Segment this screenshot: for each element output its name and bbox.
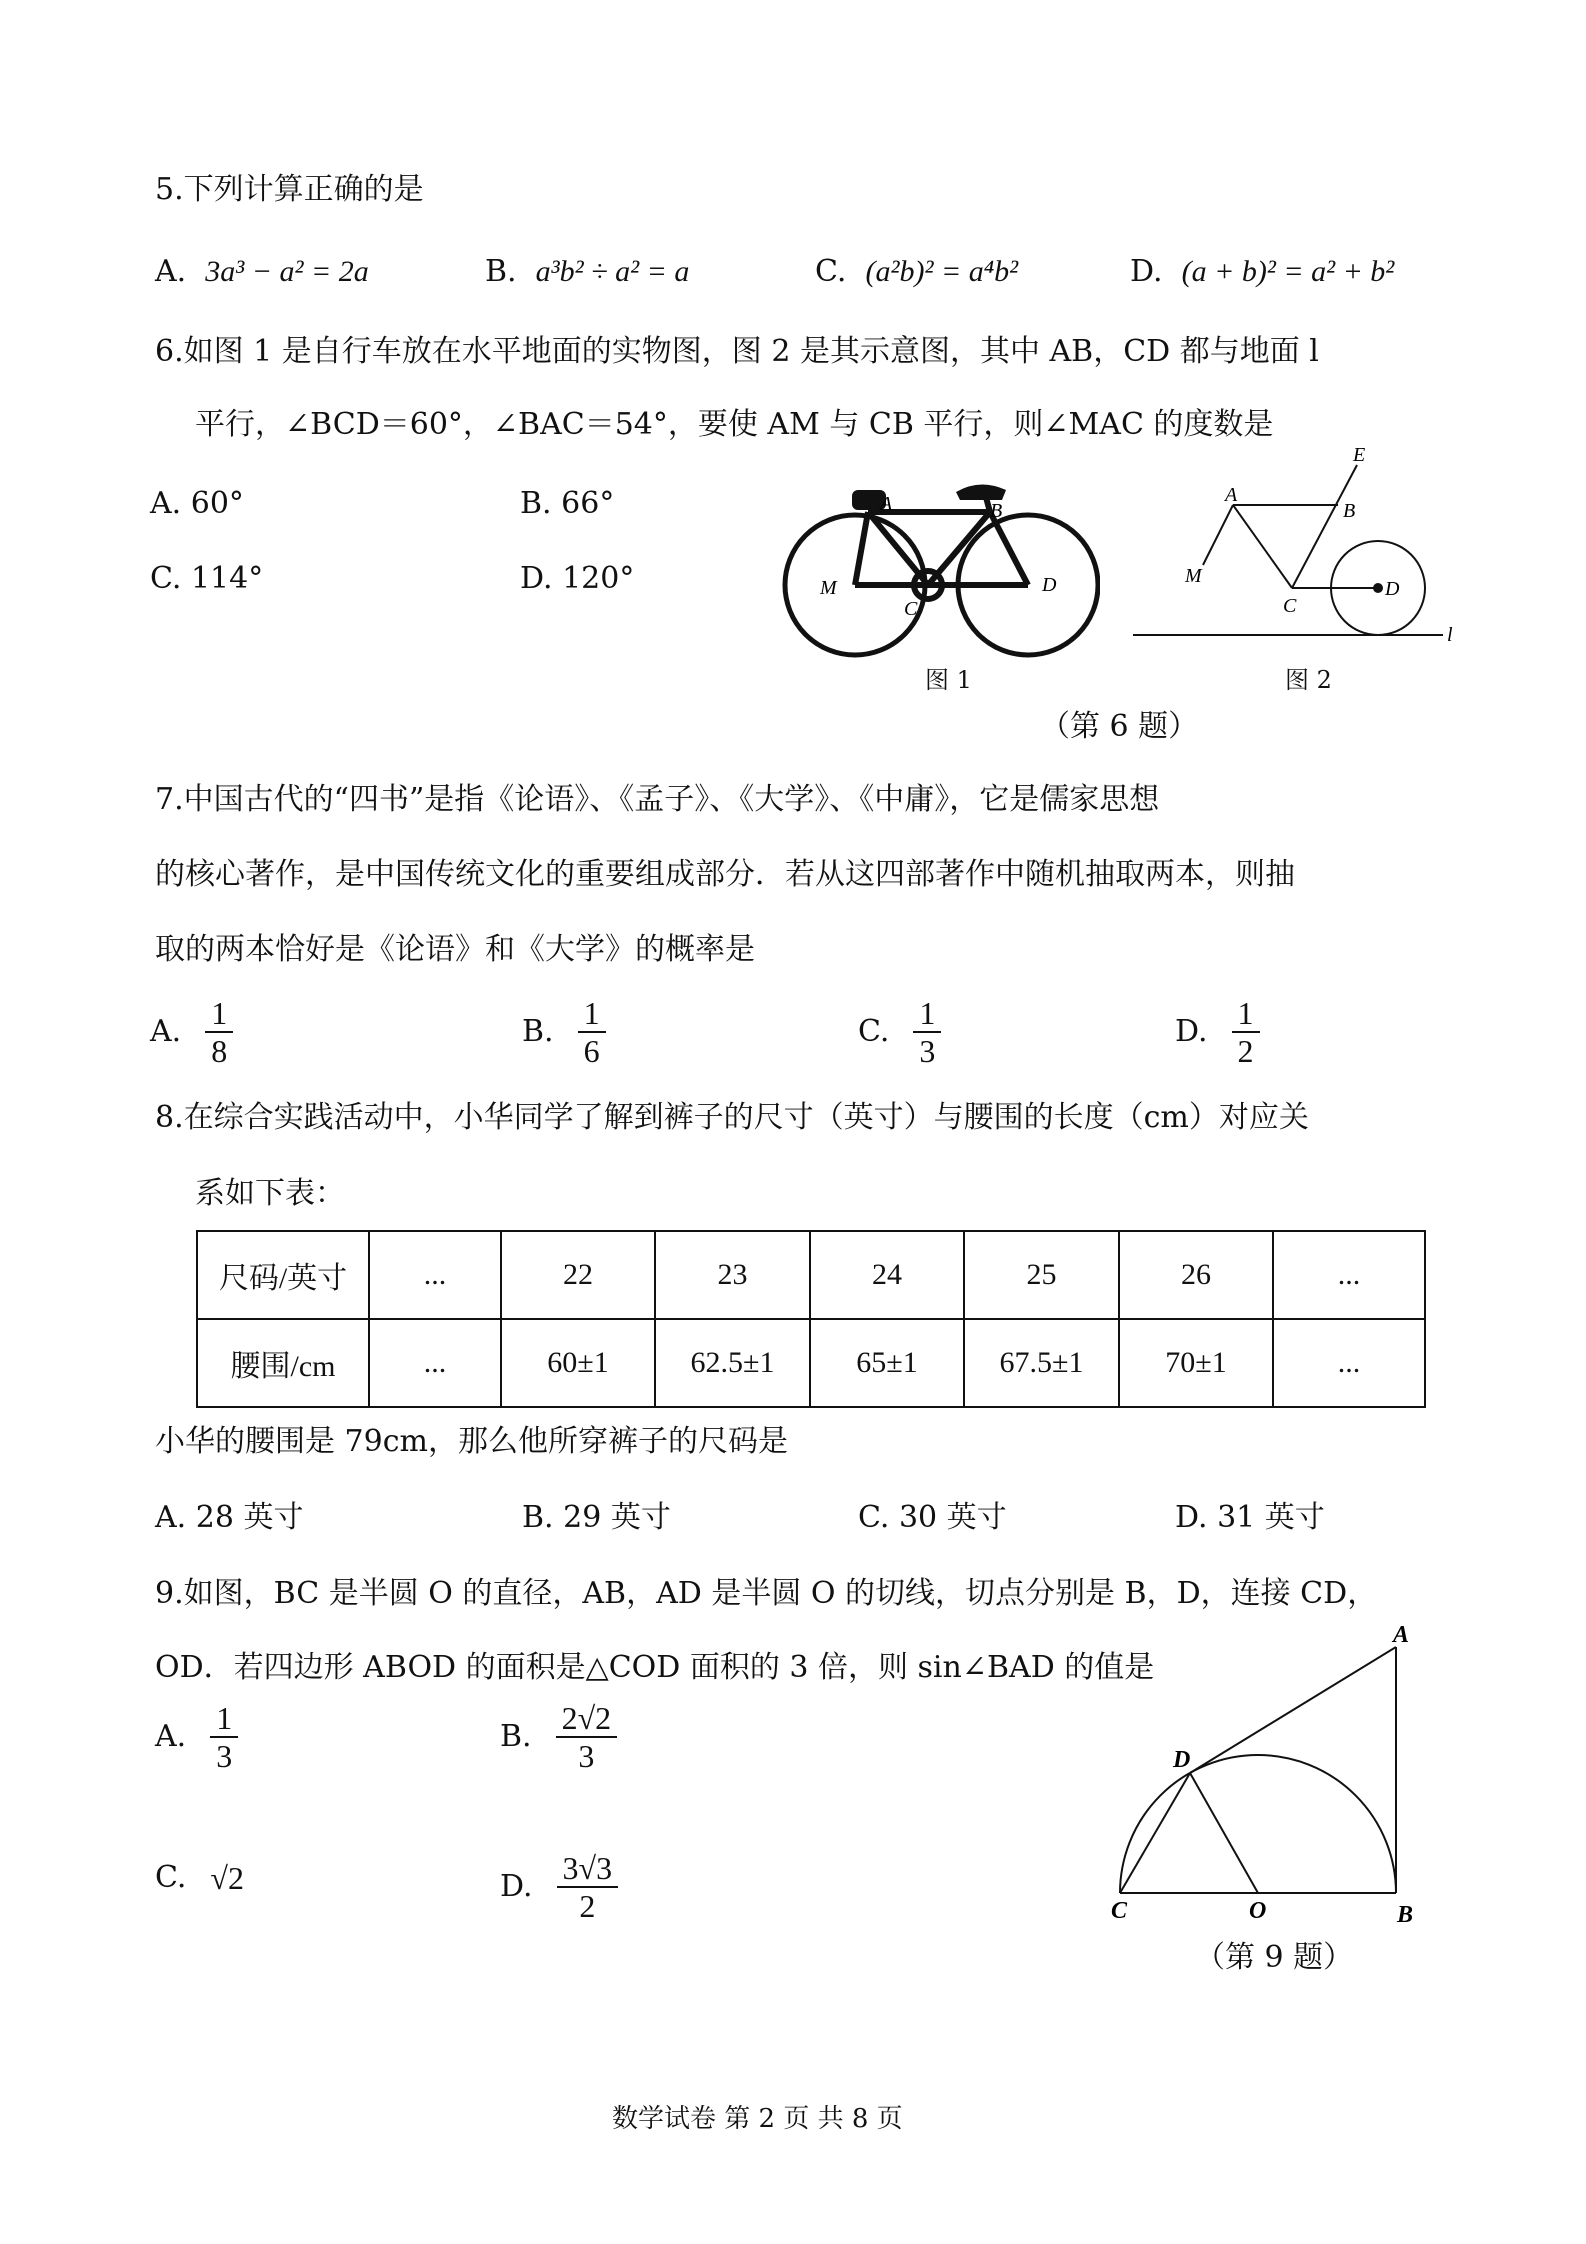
segment-od xyxy=(1190,1773,1258,1893)
q6-option-b xyxy=(520,484,614,524)
fig1-label-c: C xyxy=(904,598,918,620)
fig2-label-e: E xyxy=(1353,445,1366,466)
tangent-ad xyxy=(1190,1647,1396,1773)
option-text: 30 英寸 xyxy=(898,1500,1007,1535)
fraction: $\frac{1}{2}$ xyxy=(1232,995,1260,1069)
segment-am xyxy=(1203,505,1233,565)
fig1-label-a: A xyxy=(880,493,893,515)
option-label: C. xyxy=(150,561,182,596)
q7-option-a xyxy=(150,995,233,1069)
table-cell: 65±1 xyxy=(810,1319,964,1407)
q8-option-c xyxy=(858,1498,1007,1538)
option-expr: a³b² ÷ a² = a xyxy=(535,255,690,288)
q5-stem: 5.下列计算正确的是 xyxy=(155,172,424,207)
saddle xyxy=(956,484,1006,500)
option-label: A. xyxy=(150,1014,182,1049)
bicycle-figure xyxy=(780,460,1100,660)
fraction: $\frac{1}{3}$ xyxy=(913,995,941,1069)
q9-caption: （第 9 题） xyxy=(1195,1940,1354,1975)
table-cell: ... xyxy=(1273,1319,1425,1407)
option-label: D. xyxy=(1175,1014,1208,1049)
table-cell: 70±1 xyxy=(1119,1319,1273,1407)
q9-option-b xyxy=(500,1700,617,1774)
option-label: A. xyxy=(150,486,182,521)
q6-line1: 6.如图 1 是自行车放在水平地面的实物图，图 2 是其示意图，其中 AB，CD 都与地面 l xyxy=(155,334,1319,369)
option-label: D. xyxy=(500,1869,533,1904)
fig2-label-l: l xyxy=(1447,624,1453,646)
segment-cd xyxy=(1120,1773,1190,1893)
q8-line3: 小华的腰围是 79cm，那么他所穿裤子的尺码是 xyxy=(155,1424,788,1459)
fig9-label-b: B xyxy=(1397,1902,1414,1925)
q9-option-c xyxy=(155,1858,244,1898)
q7-line1: 7.中国古代的“四书”是指《论语》、《孟子》、《大学》、《中庸》，它是儒家思想 xyxy=(155,782,1160,817)
q9-line1: 9.如图，BC 是半圆 O 的直径，AB，AD 是半圆 O 的切线，切点分别是 B，D，连接 CD， xyxy=(155,1576,1378,1611)
option-text: 31 英寸 xyxy=(1217,1500,1325,1535)
fig2-label-b: B xyxy=(1343,500,1356,522)
option-label: A. xyxy=(155,1500,187,1535)
option-label: D. xyxy=(520,561,553,596)
table-cell: 22 xyxy=(501,1231,655,1319)
q6-option-a xyxy=(150,484,244,524)
q8-option-a xyxy=(155,1498,303,1538)
fraction: $\frac{3√3}{2}$ xyxy=(557,1850,619,1924)
fig2-caption: 图 2 xyxy=(1285,666,1332,694)
option-text: 29 英寸 xyxy=(563,1500,671,1535)
q6-line2: 平行，∠BCD＝60°，∠BAC＝54°，要使 AM 与 CB 平行，则∠MAC 的度数是 xyxy=(195,407,1274,442)
table-cell: 67.5±1 xyxy=(964,1319,1119,1407)
table-cell: 62.5±1 xyxy=(655,1319,810,1407)
table-cell: 腰围/cm xyxy=(197,1319,369,1407)
q8-line1: 8.在综合实践活动中，小华同学了解到裤子的尺寸（英寸）与腰围的长度（cm）对应关 xyxy=(155,1100,1309,1135)
table-cell: 60±1 xyxy=(501,1319,655,1407)
q7-line3: 取的两本恰好是《论语》和《大学》的概率是 xyxy=(155,932,755,967)
table-cell: 26 xyxy=(1119,1231,1273,1319)
option-label: A. xyxy=(155,1719,187,1754)
option-label: B. xyxy=(500,1719,532,1754)
option-text: √2 xyxy=(210,1859,244,1896)
q5-option-c xyxy=(815,252,1018,292)
option-expr: 3a³ − a² = 2a xyxy=(205,255,369,288)
q7-option-c xyxy=(858,995,941,1069)
fraction: $\frac{1}{3}$ xyxy=(210,1700,238,1774)
fig1-label-d: D xyxy=(1042,574,1057,596)
q9-option-d xyxy=(500,1850,618,1924)
table-cell: ... xyxy=(369,1231,501,1319)
q9-option-a xyxy=(155,1700,238,1774)
q6-option-c xyxy=(150,559,263,599)
fraction: $\frac{2√2}{3}$ xyxy=(556,1700,618,1774)
fraction: $\frac{1}{8}$ xyxy=(205,995,233,1069)
segment-ac xyxy=(1233,505,1292,588)
option-text: 114° xyxy=(190,561,264,596)
fraction: $\frac{1}{6}$ xyxy=(578,995,606,1069)
q5-option-d xyxy=(1130,252,1394,292)
option-label: C. xyxy=(858,1014,890,1049)
option-label: A. xyxy=(155,254,187,289)
q5-option-a xyxy=(155,252,369,292)
option-label: B. xyxy=(520,486,552,521)
option-text: 66° xyxy=(561,486,615,521)
table-cell: 24 xyxy=(810,1231,964,1319)
fig2-label-m: M xyxy=(1185,565,1202,587)
q8-option-b xyxy=(522,1498,671,1538)
fig1-label-b: B xyxy=(990,500,1003,522)
option-text: 60° xyxy=(190,486,244,521)
fig9-label-o: O xyxy=(1249,1898,1267,1924)
fig1-caption: 图 1 xyxy=(925,666,972,694)
option-label: C. xyxy=(858,1500,890,1535)
option-text: 28 英寸 xyxy=(195,1500,304,1535)
option-label: C. xyxy=(155,1860,187,1895)
option-label: B. xyxy=(485,254,517,289)
table-cell: ... xyxy=(369,1319,501,1407)
segment-ce xyxy=(1292,465,1357,588)
q7-line2: 的核心著作，是中国传统文化的重要组成部分．若从这四部著作中随机抽取两本，则抽 xyxy=(155,857,1295,892)
fig2-label-c: C xyxy=(1283,595,1297,617)
page-footer: 数学试卷 第 2 页 共 8 页 xyxy=(612,2104,903,2134)
table-cell: 尺码/英寸 xyxy=(197,1231,369,1319)
option-text: 120° xyxy=(562,561,635,596)
table-row xyxy=(197,1231,1425,1319)
table-cell: 25 xyxy=(964,1231,1119,1319)
option-expr: (a²b)² = a⁴b² xyxy=(865,255,1019,288)
size-table xyxy=(196,1230,1426,1408)
option-label: D. xyxy=(1130,254,1163,289)
option-expr: (a + b)² = a² + b² xyxy=(1181,255,1395,288)
fig9-label-c: C xyxy=(1111,1898,1128,1924)
q6-caption: （第 6 题） xyxy=(1040,709,1199,744)
option-label: B. xyxy=(522,1014,554,1049)
fig2-label-a: A xyxy=(1225,484,1238,506)
semicircle-figure xyxy=(1095,1625,1445,1925)
q8-option-d xyxy=(1175,1498,1325,1538)
fig1-label-m: M xyxy=(820,577,837,599)
table-cell: 23 xyxy=(655,1231,810,1319)
q6-option-d xyxy=(520,559,634,599)
table-cell: ... xyxy=(1273,1231,1425,1319)
fig9-label-d: D xyxy=(1173,1747,1191,1773)
table-row xyxy=(197,1319,1425,1407)
option-label: D. xyxy=(1175,1500,1208,1535)
fig9-label-a: A xyxy=(1393,1625,1410,1648)
q7-option-b xyxy=(522,995,606,1069)
schematic-figure-2 xyxy=(1125,445,1465,655)
q9-line2: OD．若四边形 ABOD 的面积是△COD 面积的 3 倍，则 sin∠BAD 的值是 xyxy=(155,1650,1155,1685)
option-label: C. xyxy=(815,254,847,289)
q7-option-d xyxy=(1175,995,1260,1069)
q8-line2: 系如下表： xyxy=(195,1176,345,1211)
option-label: B. xyxy=(522,1500,554,1535)
q5-option-b xyxy=(485,252,689,292)
fig2-label-d: D xyxy=(1385,578,1400,600)
